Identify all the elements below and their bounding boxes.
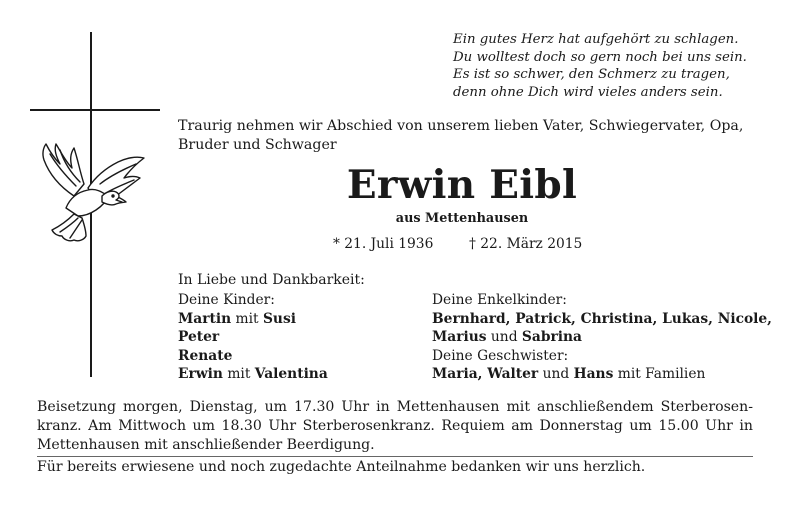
poem-line: Ein gutes Herz hat aufgehört zu schlagen. [453,32,739,47]
poem-line: denn ohne Dich wird vieles anders sein. [453,84,723,100]
birth-date: * 21. Juli 1936 [333,236,434,252]
siblings-heading: Deine Geschwister: [432,347,569,364]
poem-line: Du wolltest doch so gern noch bei uns sein. [453,49,747,65]
list-item: Renate [178,347,233,364]
divider [37,456,753,457]
thanks-text: Für bereits erwiesene und noch zugedachte Anteilnahme bedanken wir uns herzlich. [37,459,646,475]
dove-icon [36,140,146,245]
origin: aus Mettenhausen [395,211,529,226]
poem-line: Es ist so schwer, den Schmerz zu tragen, [453,67,730,83]
poem [453,31,773,101]
list-item: Bernhard, Patrick, Christina, Lukas, Nicole, [432,310,772,327]
deceased-name: Erwin Eibl [346,162,578,208]
funeral-details [37,398,753,454]
list-item: Peter [178,329,220,346]
funeral-line: Beisetzung morgen, Dienstag, um 17.30 Uhr in Mettenhausen mit anschließendem Sterberosen- [37,399,753,415]
grandchildren-heading: Deine Enkelkinder: [432,292,567,308]
intro-text: Traurig nehmen wir Abschied von unserem lieben Vater, Schwiegervater, Opa, Bruder und Schwager [178,118,744,153]
death-date: † 22. März 2015 [469,236,583,252]
children-column [178,291,328,384]
children-heading: Deine Kinder: [178,292,275,308]
funeral-line: Mettenhausen mit anschließender Beerdigung. [37,436,375,453]
funeral-line: kranz. Am Mittwoch um 18.30 Uhr Sterberosenkranz. Requiem am Donnerstag um 15.00 Uhr in [37,417,753,434]
love-line: In Liebe und Dankbarkeit: [178,272,365,288]
relatives-column [432,291,772,384]
list-item: Martin mit Susi [178,310,296,327]
list-item: Marius und Sabrina [432,329,582,346]
list-item: Erwin mit Valentina [178,366,328,383]
list-item: Maria, Walter und Hans mit Familien [432,366,706,383]
